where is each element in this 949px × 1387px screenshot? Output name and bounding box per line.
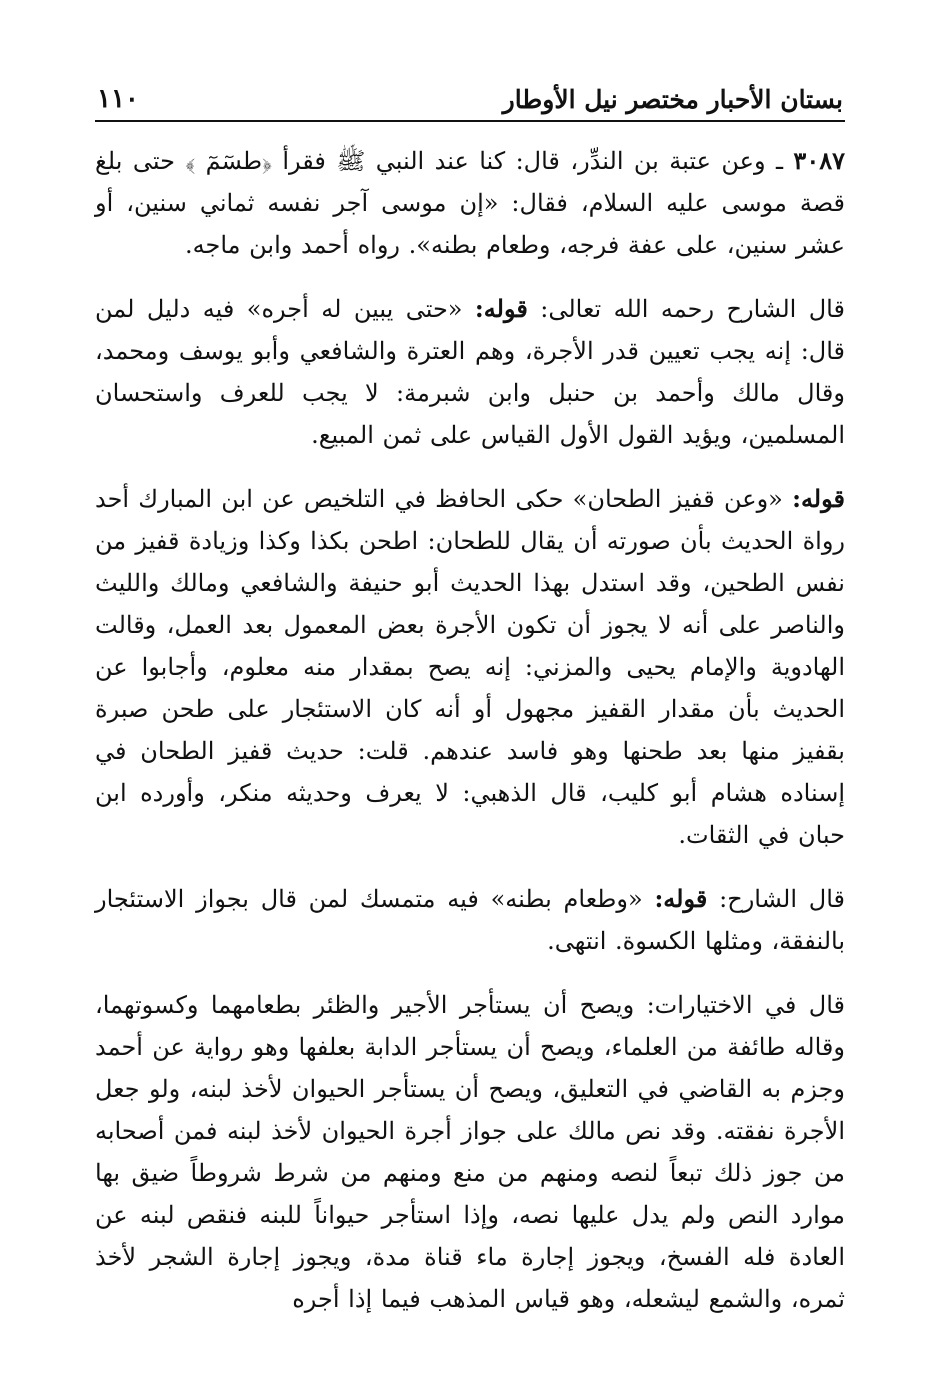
- paragraph-text: «حتى يبين له أجره» فيه دليل لمن قال: إنه يجب تعيين قدر الأجرة، وهم العترة والشافعي وأبو يوسف ومحمد، وقال مالك وأحمد بن حنبل وابن شبرمة: لا يجب للعرف واستحسان المسلمين، ويؤيد القول الأول القياس على ثمن المبيع.: [95, 295, 845, 449]
- paragraph-text: قال في الاختيارات: ويصح أن يستأجر الأجير والظئر بطعامهما وكسوتهما، وقاله طائفة من العلماء، ويصح أن يستأجر الدابة بعلفها وهو رواية عن أحمد وجزم به القاضي في التعليق، ويصح أن يستأجر الحيوان لأخذ لبنه، ولو جعل الأجرة نفقته. وقد نص مالك على جواز أجرة الحيوان لأخذ لبنه فمن أصحابه من جوز ذلك تبعاً لنصه ومنهم من منع ومنهم من شرط شروطاً ضيق بها موارد النص ولم يدل عليها نصه، وإذا استأجر حيواناً للبنه فنقص لبنه عن العادة فله الفسخ، ويجوز إجارة ماء قناة مدة، ويجوز إجارة الشجر لأخذ ثمره، والشمع ليشعله، وهو قياس المذهب فيما إذا أجره: [95, 991, 845, 1313]
- paragraph-prefix: قال الشارح رحمه الله تعالى:: [540, 295, 845, 323]
- hadith-number: ٣٠٨٧: [793, 146, 845, 175]
- paragraph-text: «وعن قفيز الطحان» حكى الحافظ في التلخيص عن ابن المبارك أحد رواة الحديث بأن صورته أن يقال للطحان: اطحن بكذا وكذا وزيادة قفيز من نفس الطحين، وقد استدل بهذا الحديث أبو حنيفة والشافعي ومالك والليث والناصر على أنه لا يجوز أن تكون الأجرة بعض المعمول بعد العمل، وقالت الهادوية والإمام يحيى والمزني: إنه يصح بمقدار منه معلوم، وأجابوا عن الحديث بأن مقدار القفيز مجهول أو أنه كان الاستئجار على طحن صبرة بقفيز منها بعد طحنها وهو فاسد عندهم. قلت: حديث قفيز الطحان في إسناده هشام أبو كليب، قال الذهبي: لا يعرف وحديثه منكر، وأورده ابن حبان في الثقات.: [95, 485, 845, 849]
- hadith-paragraph: [95, 140, 845, 266]
- commentary-paragraph: [95, 478, 845, 856]
- keyword-label: قوله:: [792, 484, 845, 513]
- page-body: [95, 140, 845, 1320]
- commentary-paragraph: [95, 878, 845, 962]
- document-page: [95, 70, 845, 1342]
- book-title: بستان الأحبار مختصر نيل الأوطار: [502, 85, 843, 114]
- keyword-label: قوله:: [474, 294, 528, 323]
- page-number: ١١٠: [97, 84, 139, 114]
- paragraph-prefix: قال الشارح:: [719, 885, 845, 913]
- page-header: [95, 70, 845, 122]
- commentary-paragraph: [95, 288, 845, 456]
- paragraph-text: ـ وعن عتبة بن الندِّر، قال: كنا عند النبي ﷺ فقرأ ﴿طسٓمٓ ﴾ حتى بلغ قصة موسى عليه السلام، فقال: «إن موسى آجر نفسه ثماني سنين، أو عشر سنين، على عفة فرجه، وطعام بطنه». رواه أحمد وابن ماجه.: [95, 147, 845, 259]
- commentary-paragraph: [95, 984, 845, 1320]
- paragraph-text: «وطعام بطنه» فيه متمسك لمن قال بجواز الاستئجار بالنفقة، ومثلها الكسوة. انتهى.: [95, 885, 845, 955]
- keyword-label: قوله:: [654, 884, 708, 913]
